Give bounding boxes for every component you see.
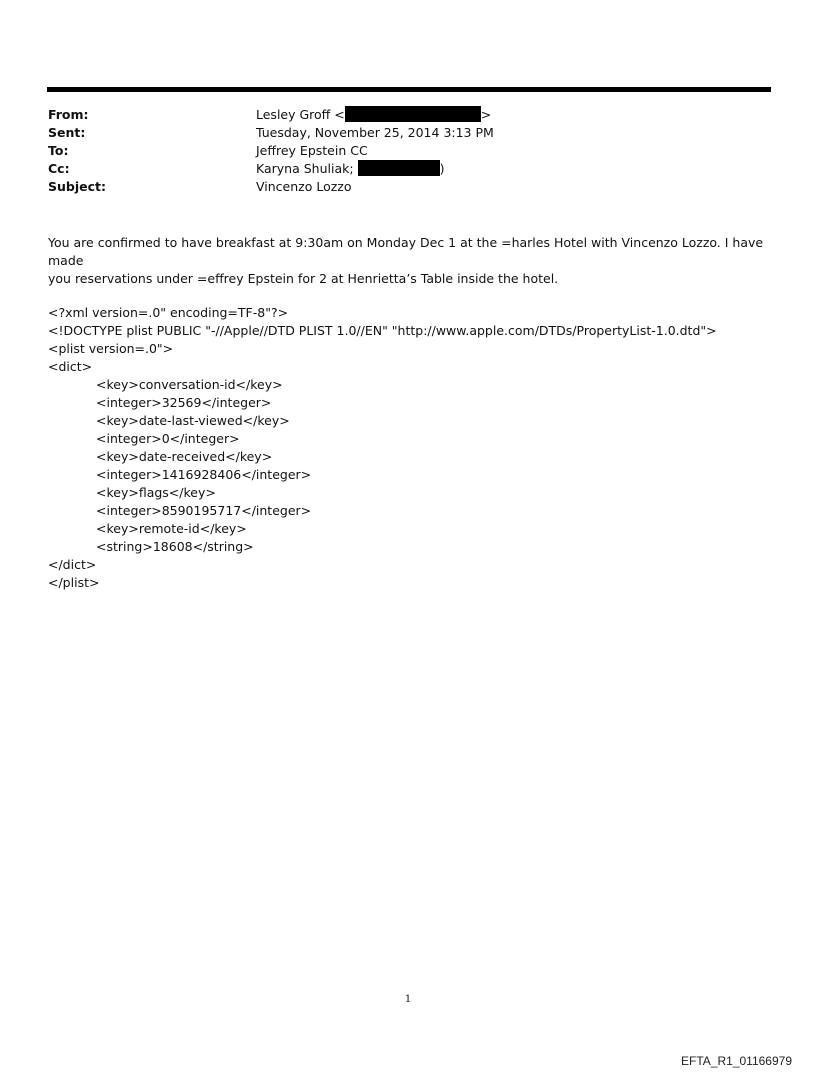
xml-line: <plist version=.0">	[48, 341, 174, 356]
to-value: Jeffrey Epstein CC	[256, 143, 368, 158]
xml-line: <dict>	[48, 359, 93, 374]
sent-row	[48, 124, 768, 142]
subject-row	[48, 178, 768, 196]
from-open-bracket: <	[334, 107, 345, 122]
from-row	[48, 106, 768, 124]
subject-label: Subject:	[48, 179, 106, 194]
xml-line: </plist>	[48, 575, 100, 590]
plist-block	[48, 304, 778, 592]
header-rule	[47, 87, 771, 92]
from-label: From:	[48, 107, 89, 122]
cc-close: )	[439, 161, 445, 176]
from-value	[256, 106, 491, 124]
email-header	[48, 106, 768, 196]
xml-line: <key>date-received</key>	[96, 449, 273, 464]
subject-value: Vincenzo Lozzo	[256, 179, 352, 194]
cc-name: Karyna Shuliak;	[256, 161, 354, 176]
xml-line: <string>18608</string>	[96, 539, 254, 554]
email-body	[48, 234, 778, 288]
cc-value	[256, 160, 444, 178]
redaction-box	[345, 106, 481, 122]
sent-label: Sent:	[48, 125, 86, 140]
xml-line: <?xml version=.0" encoding=TF-8"?>	[48, 305, 289, 320]
xml-line: <integer>1416928406</integer>	[96, 467, 312, 482]
xml-line: <!DOCTYPE plist PUBLIC "-//Apple//DTD PLIST 1.0//EN" "http://www.apple.com/DTDs/PropertyList-1.0.dtd">	[48, 323, 717, 338]
body-line: You are confirmed to have breakfast at 9:30am on Monday Dec 1 at the =harles Hotel with Vincenzo Lozzo. I have made	[48, 235, 764, 268]
cc-row	[48, 160, 768, 178]
body-line: you reservations under =effrey Epstein for 2 at Henrietta’s Table inside the hotel.	[48, 271, 559, 286]
redaction-box	[358, 160, 440, 176]
xml-line: <key>flags</key>	[96, 485, 216, 500]
xml-line: <integer>8590195717</integer>	[96, 503, 312, 518]
cc-label: Cc:	[48, 161, 70, 176]
bates-number: EFTA_R1_01166979	[681, 1054, 792, 1068]
to-label: To:	[48, 143, 69, 158]
xml-line: <key>conversation-id</key>	[96, 377, 283, 392]
from-close-bracket: >	[480, 107, 492, 122]
xml-line: <key>date-last-viewed</key>	[96, 413, 290, 428]
from-name: Lesley Groff	[256, 107, 331, 122]
xml-line: <integer>0</integer>	[96, 431, 240, 446]
to-row	[48, 142, 768, 160]
page-number: 1	[404, 994, 412, 1005]
xml-line: <integer>32569</integer>	[96, 395, 272, 410]
sent-value: Tuesday, November 25, 2014 3:13 PM	[256, 125, 494, 140]
xml-line: </dict>	[48, 557, 97, 572]
xml-line: <key>remote-id</key>	[96, 521, 247, 536]
